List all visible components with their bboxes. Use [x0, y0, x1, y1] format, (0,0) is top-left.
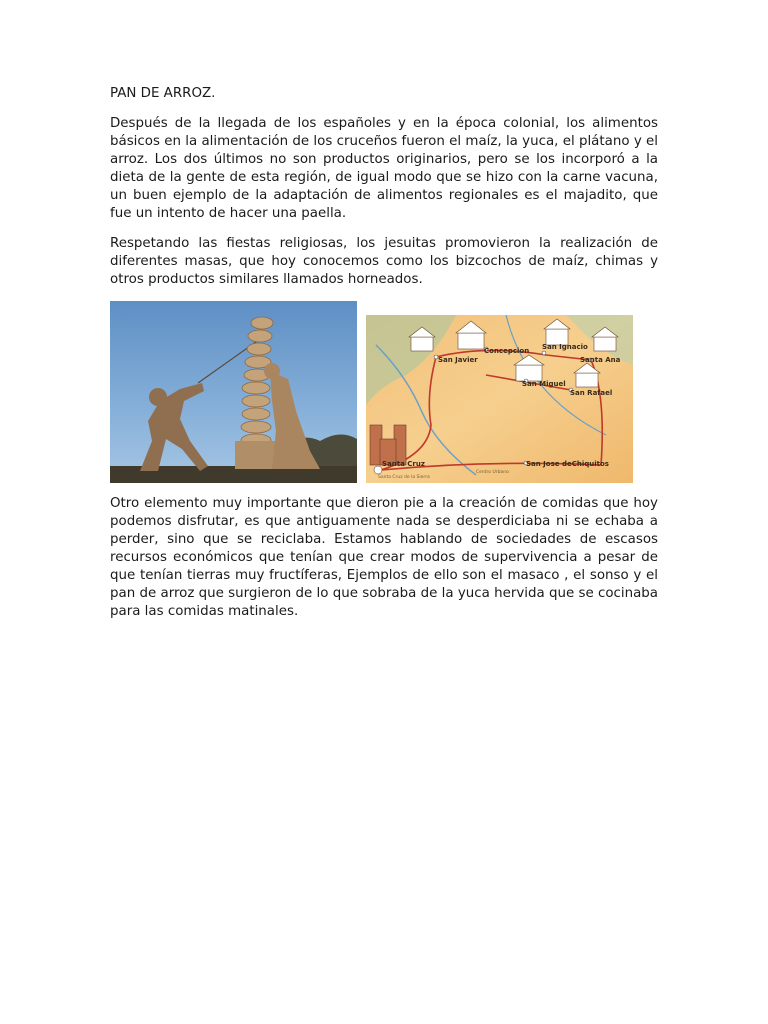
- statue-photo: [110, 301, 357, 483]
- map-label-concepcion: Concepcion: [484, 347, 530, 355]
- map-label-san-rafael: San Rafael: [570, 389, 613, 397]
- map-label-san-miguel: San Miguel: [522, 380, 566, 388]
- map-label-san-javier: San Javier: [438, 356, 478, 364]
- map-caption-santa-cruz-de-la-sierra: Santa Cruz de la Sierra: [378, 475, 430, 480]
- paragraph-intro: Después de la llegada de los españoles y en la época colonial, los alimentos básicos en la alimentación de los cruceños fueron el maíz, la yuca, el plátano y el arroz. Los dos últimos no son productos originarios, pero se los incorporó a la dieta de la gente de esta región, de igual modo que se hizo con la carne vacuna, un buen ejemplo de la adaptación de alimentos regionales es el majadito, que fue un intento de hacer una paella.: [110, 116, 658, 221]
- map-label-santa-ana: Santa Ana: [580, 356, 621, 364]
- map-label-santa-cruz: Santa Cruz: [382, 460, 425, 468]
- missions-map: [366, 315, 633, 483]
- paragraph-recycling: Otro elemento muy importante que dieron pie a la creación de comidas que hoy podemos disfrutar, es que antiguamente nada se desperdiciaba ni se echaba a perder, sino que se reciclaba. Estamos hablando de sociedades de escasos recursos económicos que tenían que crear modos de supervivencia a pesar de que tenían tierras muy fructíferas, Ejemplos de ello son el masaco , el sonso y el pan de arroz que surgieron de lo que sobraba de la yuca hervida que se cocinaba para las comidas matinales.: [110, 496, 658, 619]
- map-label-san-ignacio: San Ignacio: [542, 343, 588, 351]
- map-label-san-jose: San Jose deChiquitos: [526, 460, 609, 468]
- map-caption-centro-urbano: Centro Urbano: [476, 470, 509, 475]
- paragraph-jesuits: Respetando las fiestas religiosas, los jesuitas promovieron la realización de diferentes masas, que hoy conocemos como los bizcochos de maíz, chimas y otros productos similares llamados horneados.: [110, 236, 658, 287]
- document-title: PAN DE ARROZ.: [110, 86, 216, 101]
